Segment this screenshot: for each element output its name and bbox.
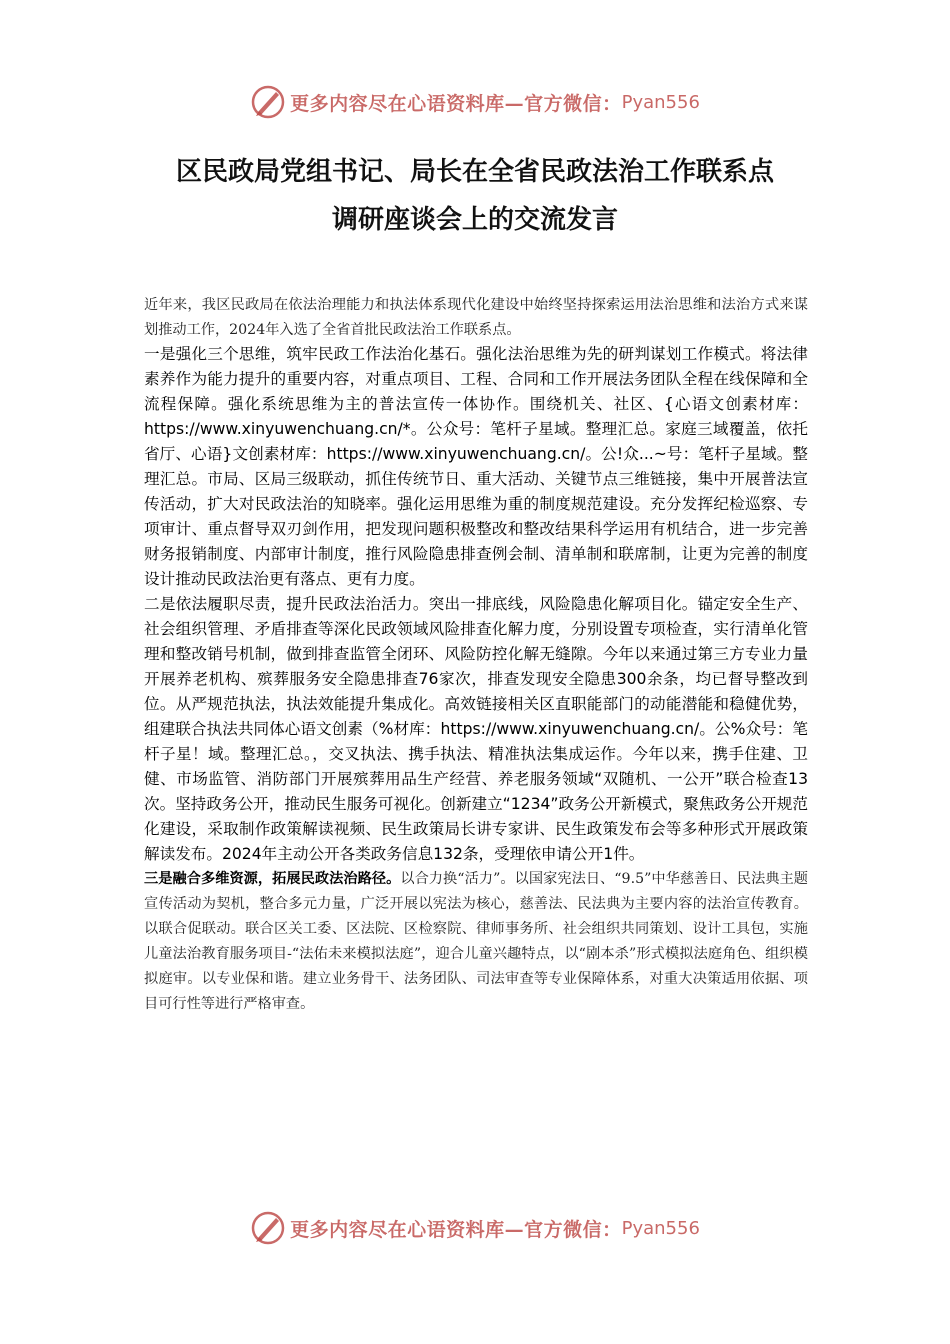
footer-watermark bbox=[0, 1206, 950, 1250]
paragraph-second-point: 二是依法履职尽责，提升民政法治活力。突出一排底线，风险隐患化解项目化。锚定安全生产、社会组织管理、矛盾排查等深化民政领域风险排查化解力度，分别设置专项检查，实行清单化管理和整改销号机制，做到排查监管全闭环、风险防控化解无缝隙。今年以来通过第三方专业力量开展养老机构、殡葬服务安全隐患排查76家次，排查发现安全隐患300余条，均已督导整改到位。从严规范执法，执法效能提升集成化。高效链接相关区直职能部门的动能潜能和稳健优势，组建联合执法共同体心语文创素（%材库：https://www.xinyuwenchuang.cn/。公%众号：笔杆子星！域。整理汇总。，交叉执法、携手执法、精准执法集成运作。今年以来，携手住建、卫健、市场监管、消防部门开展殡葬用品生产经营、养老服务领域“双随机、一公开”联合检查13次。坚持政务公开，推动民生服务可视化。创新建立“1234”政务公开新模式，聚焦政务公开规范化建设，采取制作政策解读视频、民生政策局长讲专家讲、民生政策发布会等多种形式开展政策解读发布。2024年主动公开各类政务信息132条，受理依申请公开1件。 bbox=[144, 595, 808, 863]
third-point-heading: 三是融合多维资源，拓展民政法治路径。 bbox=[144, 871, 401, 887]
watermark-wechat-id: Pyan556 bbox=[621, 91, 700, 113]
pen-logo-icon bbox=[250, 1210, 286, 1246]
document-body bbox=[144, 293, 808, 1017]
third-point-text: 以合力换“活力”。以国家宪法日、“9.5”中华慈善日、民法典主题宣传活动为契机，整合多元力量，广泛开展以宪法为核心，慈善法、民法典为主要内容的法治宣传教育。以联合促联动。联合区关工委、区法院、区检察院、律师事务所、社会组织共同策划、设计工具包，实施儿童法治教育服务项目-“法佑未来模拟法庭”，迎合儿童兴趣特点，以“剧本杀”形式模拟法庭角色、组织模拟庭审。以专业保和谐。建立业务骨干、法务团队、司法审查等专业保障体系，对重大决策适用依据、项目可行性等进行严格审查。 bbox=[144, 871, 808, 1012]
watermark-text: 更多内容尽在心语资料库—官方微信： bbox=[290, 1218, 622, 1241]
watermark-text: 更多内容尽在心语资料库—官方微信： bbox=[290, 92, 622, 115]
document-title bbox=[100, 148, 850, 244]
intro-paragraph: 近年来，我区民政局在依法治理能力和执法体系现代化建设中始终坚持探索运用法治思维和法治方式来谋划推动工作，2024年入选了全省首批民政法治工作联系点。 bbox=[144, 297, 808, 338]
title-line-1: 区民政局党组书记、局长在全省民政法治工作联系点 bbox=[175, 157, 774, 187]
title-line-2: 调研座谈会上的交流发言 bbox=[331, 205, 618, 235]
header-watermark bbox=[0, 80, 950, 124]
paragraph-first-point: 一是强化三个思维，筑牢民政工作法治化基石。强化法治思维为先的研判谋划工作模式。将法律素养作为能力提升的重要内容，对重点项目、工程、合同和工作开展法务团队全程在线保障和全流程保障。强化系统思维为主的普法宣传一体协作。围绕机关、社区、{心语文创素材库：https://www.xinyuwenchuang.cn/*。公众号：笔杆子星域。整理汇总。家庭三域覆盖，依托省厅、心语}文创素材库：https://www.xinyuwenchuang.cn/。公!众...~号：笔杆子星域。整理汇总。市局、区局三级联动，抓住传统节日、重大活动、关键节点三维链接，集中开展普法宣传活动，扩大对民政法治的知晓率。强化运用思维为重的制度规范建设。充分发挥纪检巡察、专项审计、重点督导双刃剑作用，把发现问题积极整改和整改结果科学运用有机结合，进一步完善财务报销制度、内部审计制度，推行风险隐患排查例会制、清单制和联席制，让更为完善的制度设计推动民政法治更有落点、更有力度。 bbox=[144, 345, 808, 588]
watermark-wechat-id: Pyan556 bbox=[621, 1217, 700, 1239]
pen-logo-icon bbox=[250, 84, 286, 120]
paragraph-third-point bbox=[144, 867, 808, 1017]
